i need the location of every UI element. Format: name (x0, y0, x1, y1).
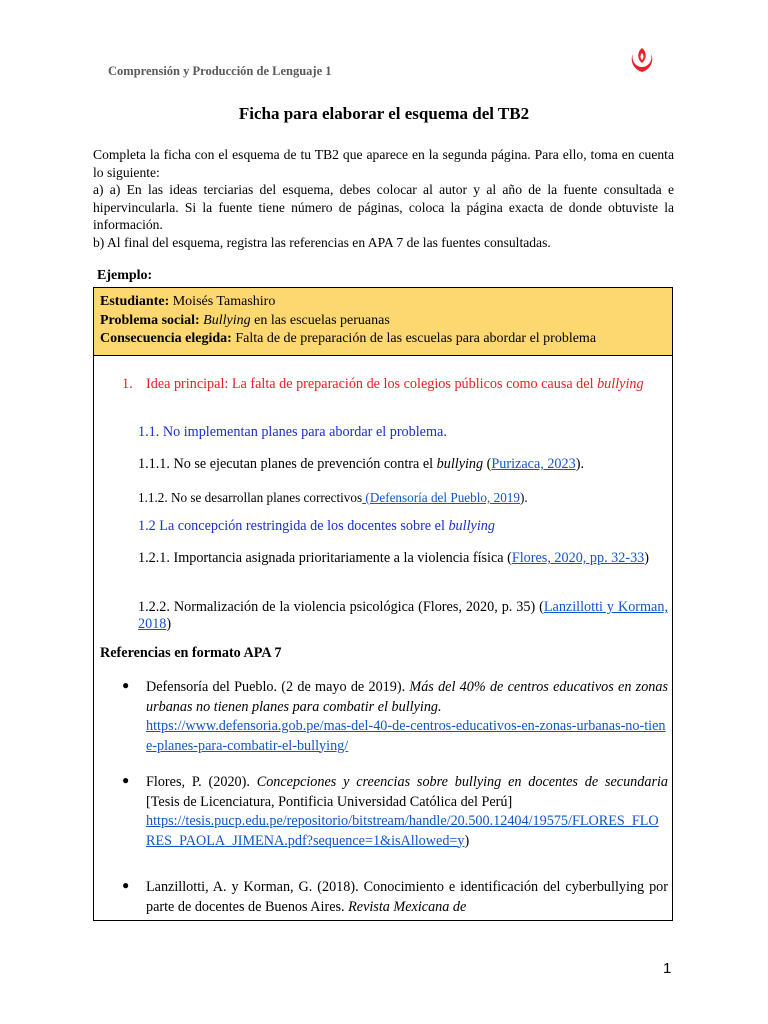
ref2-title: Concepciones y creencias sobre bullying en docentes de secundaria (256, 774, 669, 790)
tertiary-idea-1-1-2 (138, 489, 668, 507)
student-label: Estudiante: (100, 294, 170, 309)
tertiary-1-2-2-text: 1.2.2. Normalización de la violencia psicológica (Flores, 2020, p. 35) ( (138, 599, 544, 615)
problem-row (100, 312, 666, 331)
student-row (100, 293, 666, 312)
example-label: Ejemplo: (97, 268, 153, 283)
tertiary-1-1-1-close: ). (575, 456, 584, 472)
reference-item (122, 878, 668, 917)
tertiary-idea-1-2-2 (138, 599, 668, 633)
secondary-idea-1-1: 1.1. No implementan planes para abordar el problema. (138, 424, 447, 440)
instructions-item-b: b) Al final del esquema, registra las referencias en APA 7 de las fuentes consultadas. (93, 234, 551, 250)
consequence-text: Falta de de preparación de las escuelas para abordar el problema (235, 331, 597, 346)
tertiary-idea-1-2-1 (138, 550, 668, 567)
consequence-row (100, 330, 666, 349)
references-title: Referencias en formato APA 7 (100, 645, 282, 661)
ref1-title: Más del 40% de centros educativos en zonas urbanas no tienen planes para combatir el bullying. (146, 679, 669, 715)
tertiary-1-1-2-text: 1.1.2. No se desarrollan planes correctivos (138, 490, 363, 505)
student-name: Moisés Tamashiro (172, 294, 276, 309)
problem-italic: Bullying (203, 312, 251, 328)
tertiary-1-1-1-text: 1.1.1. No se ejecutan planes de prevención contra el (138, 456, 434, 472)
problem-label: Problema social: (100, 312, 200, 328)
tertiary-1-1-1-italic: bullying (436, 456, 484, 472)
bullet-icon: ● (122, 878, 130, 892)
bullet-icon: ● (122, 773, 130, 787)
ref3-journal: Revista Mexicana de (348, 898, 467, 915)
tertiary-idea-1-1-1 (138, 456, 668, 473)
source-link-flores[interactable]: Flores, 2020, pp. 32-33 (511, 550, 645, 566)
bullet-icon: ● (122, 678, 130, 692)
main-idea-italic: bullying (597, 376, 644, 392)
tertiary-1-1-1-open: ( (486, 456, 492, 472)
upc-logo (626, 45, 658, 77)
problem-text: en las escuelas peruanas (254, 312, 390, 328)
student-info-panel (94, 288, 672, 356)
tertiary-1-2-2-close: ) (166, 616, 172, 632)
consequence-label: Consecuencia elegida: (100, 331, 232, 346)
tertiary-1-1-2-close: ). (519, 490, 528, 505)
secondary-1-2-italic: bullying (448, 518, 495, 534)
ref1-author: Defensoría del Pueblo. (2 de mayo de 2019). (146, 679, 406, 695)
source-link-defensoria[interactable]: (Defensoría del Pueblo, 2019 (362, 490, 520, 505)
ref3-text: Lanzillotti, A. y Korman, G. (2018). Conocimiento e identificación del cyberbullying por parte de docentes de Buenos Aires. (146, 879, 668, 915)
tertiary-1-2-1-close: ) (644, 550, 649, 566)
source-link-lanzillotti[interactable]: Lanzillotti y Korman, 2018 (138, 599, 668, 632)
reference-item (122, 773, 668, 851)
tertiary-1-2-1-text: 1.2.1. Importancia asignada prioritariamente a la violencia física ( (138, 550, 512, 566)
instructions-intro: Completa la ficha con el esquema de tu TB2 que aparece en la segunda página. Para ello, toma en cuenta lo siguiente: (93, 147, 674, 180)
ref1-url[interactable]: https://www.defensoria.gob.pe/mas-del-40-de-centros-educativos-en-zonas-urbanas-no-tiene-planes-para-combatir-el-bullying/ (146, 718, 666, 754)
ref2-url[interactable]: https://tesis.pucp.edu.pe/repositorio/bitstream/handle/20.500.12404/19575/FLORES_FLORES_PAOLA_JIMENA.pdf?sequence=1&isAllowed=y (146, 813, 659, 849)
example-box (93, 287, 673, 921)
main-idea-text: Idea principal: La falta de preparación de los colegios públicos como causa del (146, 376, 594, 392)
ref2-detail: [Tesis de Licenciatura, Pontificia Universidad Católica del Perú] (146, 793, 513, 810)
course-header: Comprensión y Producción de Lenguaje 1 (108, 64, 332, 78)
ref2-author: Flores, P. (2020). (146, 774, 250, 790)
main-idea (122, 376, 668, 393)
page-number: 1 (663, 960, 672, 977)
instructions-item-a: a) a) En las ideas terciarias del esquema, debes colocar al autor y al año de la fuente consultada e hipervincularla. Si la fuente tiene número de páginas, coloca la página exacta de donde obtuviste la información. (93, 182, 674, 233)
source-link-purizaca[interactable]: Purizaca, 2023 (491, 456, 576, 472)
main-idea-number: 1. (122, 376, 133, 392)
document-title: Ficha para elaborar el esquema del TB2 (238, 104, 530, 123)
ref2-close: ) (464, 832, 470, 849)
instructions (93, 146, 674, 252)
reference-item (122, 678, 668, 756)
secondary-idea-1-2 (138, 518, 495, 535)
secondary-1-2-text: 1.2 La concepción restringida de los docentes sobre el (138, 518, 445, 534)
